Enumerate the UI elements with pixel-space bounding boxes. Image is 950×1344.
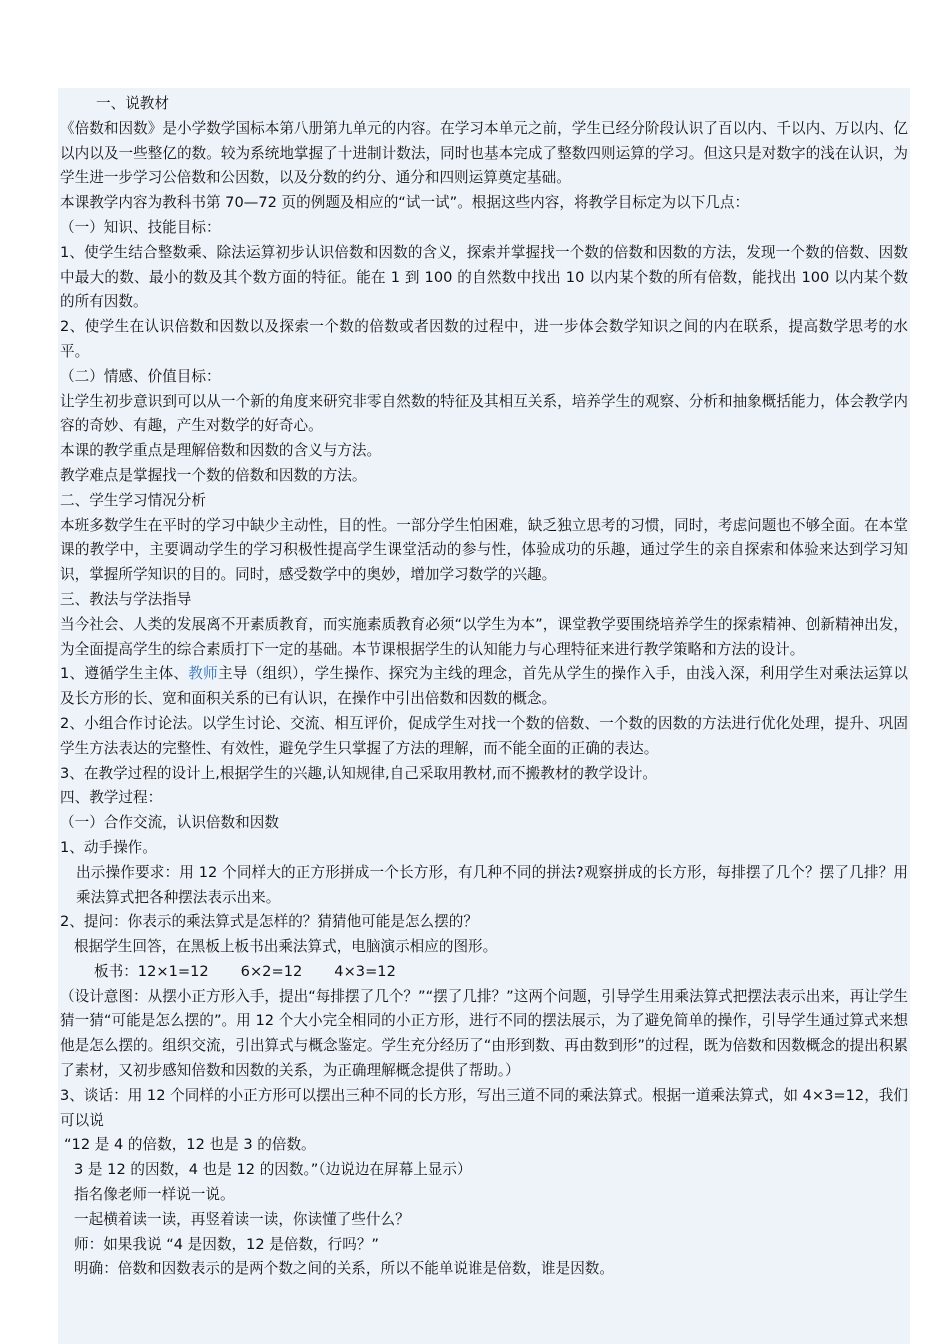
step-2-detail: 根据学生回答，在黑板上板书出乘法算式，电脑演示相应的图形。 (74, 938, 498, 956)
statement-multiple: “12 是 4 的倍数，12 也是 3 的倍数。 (64, 1136, 316, 1154)
paragraph-methods: 当今社会、人类的发展离不开素质教育，而实施素质教育必须“以学生为本”，课堂教学要围绕培养学生的探索精神、创新精神出发，为全面提高学生的综合素质打下一定的基础。本节课根据学生的认知能力与心理特征来进行教学策略和方法的设计。 (60, 615, 908, 658)
paragraph-intro: 《倍数和因数》是小学数学国标本第八册第九单元的内容。在学习本单元之前，学生已经分阶段认识了百以内、千以内、万以内、亿以内以及一些整亿的数。较为系统地掌握了十进制计数法，同时也基本完成了整数四则运算的学习。但这只是对数字的浅在认识，为学生进一步学习公倍数和公因数，以及分数的约分、通分和四则运算奠定基础。 (60, 119, 908, 187)
board-equation-2: 6×2=12 (240, 962, 303, 980)
paragraph-difficulty: 教学难点是掌握找一个数的倍数和因数的方法。 (60, 466, 367, 484)
section-heading-textbook: 一、说教材 (96, 95, 169, 112)
board-equations (60, 960, 908, 985)
section-heading-students: 二、学生学习情况分析 (60, 491, 206, 509)
instruction-say: 指名像老师一样说一说。 (74, 1186, 235, 1204)
section-heading-methods: 三、教法与学法指导 (60, 590, 192, 608)
board-equation-3: 4×3=12 (334, 962, 396, 980)
method-item-3: 3、在教学过程的设计上,根据学生的兴趣,认知规律,自己采取用教材,而不搬教材的教学设计。 (60, 764, 658, 782)
method-item-2: 2、小组合作讨论法。以学生讨论、交流、相互评价，促成学生对找一个数的倍数、一个数的因数的方法进行优化处理，提升、巩固学生方法表达的完整性、有效性，避免学生只掌握了方法的理解，而不能全面的正确的表达。 (60, 714, 908, 757)
paragraph-key-point: 本课的教学重点是理解倍数和因数的含义与方法。 (60, 442, 382, 460)
step-1-detail: 出示操作要求：用 12 个同样大的正方形拼成一个长方形，有几种不同的拼法?观察拼成的长方形，每排摆了几个？摆了几排？用乘法算式把各种摆法表示出来。 (76, 863, 908, 906)
method-item-1-start: 1、遵循学生主体、 (60, 665, 189, 683)
teacher-link[interactable]: 教师 (188, 665, 218, 683)
clarification: 明确：倍数和因数表示的是两个数之间的关系，所以不能单说谁是倍数，谁是因数。 (74, 1260, 614, 1278)
instruction-read: 一起横着读一读，再竖着读一读，你读懂了些什么？ (74, 1210, 410, 1228)
subheading-emotion-goals: （二）情感、价值目标： (60, 367, 221, 385)
paragraph-content: 本课教学内容为教科书第 70—72 页的例题及相应的“试一试”。根据这些内容，将教学目标定为以下几点： (60, 194, 750, 212)
document-body (60, 92, 908, 1282)
step-1: 1、动手操作。 (60, 838, 157, 856)
subheading-cooperation: （一）合作交流，认识倍数和因数 (60, 814, 279, 832)
section-heading-process: 四、教学过程： (60, 789, 163, 807)
design-note: （设计意图：从摆小正方形入手，提出“每排摆了几个？”“摆了几排？”这两个问题，引导学生用乘法算式把摆法表示出来，再让学生猜一猜“可能是怎么摆的”。用 12 个大小完全相同的小正方形，进行不同的摆法展示，为了避免简单的操作，引导学生通过算式来想他是怎么摆的。组织交流，引出算式与概念鉴定。学生充分经历了“由形到数、再由数到形”的过程，既为倍数和因数概念的提出积累了素材，又初步感知倍数和因数的关系，为正确理解概念提供了帮助。） (60, 987, 908, 1080)
step-3: 3、谈话：用 12 个同样的小正方形可以摆出三种不同的长方形，写出三道不同的乘法算式。根据一道乘法算式，如 4×3=12，我们可以说 (60, 1086, 908, 1129)
document-page (58, 88, 910, 1344)
board-equation-1: 板书：12×1=12 (94, 962, 209, 980)
step-2: 2、提问：你表示的乘法算式是怎样的？猜猜他可能是怎么摆的？ (60, 913, 478, 931)
subheading-knowledge-goals: （一）知识、技能目标： (60, 218, 221, 236)
teacher-question: 师：如果我说 “4 是因数，12 是倍数，行吗？” (74, 1235, 379, 1253)
goal-item-2: 2、使学生在认识倍数和因数以及探索一个数的倍数或者因数的过程中，进一步体会数学知识之间的内在联系，提高数学思考的水平。 (60, 318, 908, 360)
paragraph-emotion: 让学生初步意识到可以从一个新的角度来研究非零自然数的特征及其相互关系，培养学生的观察、分析和抽象概括能力，体会教学内容的奇妙、有趣，产生对数学的好奇心。 (60, 392, 908, 435)
paragraph-students: 本班多数学生在平时的学习中缺少主动性，目的性。一部分学生怕困难，缺乏独立思考的习惯，同时，考虑问题也不够全面。在本堂课的教学中，主要调动学生的学习积极性提高学生课堂活动的参与性，体验成功的乐趣，通过学生的亲自探索和体验来达到学习知识，掌握所学知识的目的。同时，感受数学中的奥妙，增加学习数学的兴趣。 (60, 516, 908, 584)
method-item-1 (60, 662, 908, 712)
goal-item-1: 1、使学生结合整数乘、除法运算初步认识倍数和因数的含义，探索并掌握找一个数的倍数和因数的方法，发现一个数的倍数、因数中最大的数、最小的数及其个数方面的特征。能在 1 到 100 的自然数中找出 10 以内某个数的所有倍数，能找出 100 以内某个数的所有因数。 (60, 243, 908, 311)
method-item-1-end: 主导（组织），学生操作、探究为主线的理念，首先从学生的操作入手，由浅入深，利用学生对乘法运算以及长方形的长、宽和面积关系的已有认识，在操作中引出倍数和因数的概念。 (60, 665, 908, 708)
statement-factor: 3 是 12 的因数，4 也是 12 的因数。”（边说边在屏幕上显示） (74, 1161, 472, 1179)
